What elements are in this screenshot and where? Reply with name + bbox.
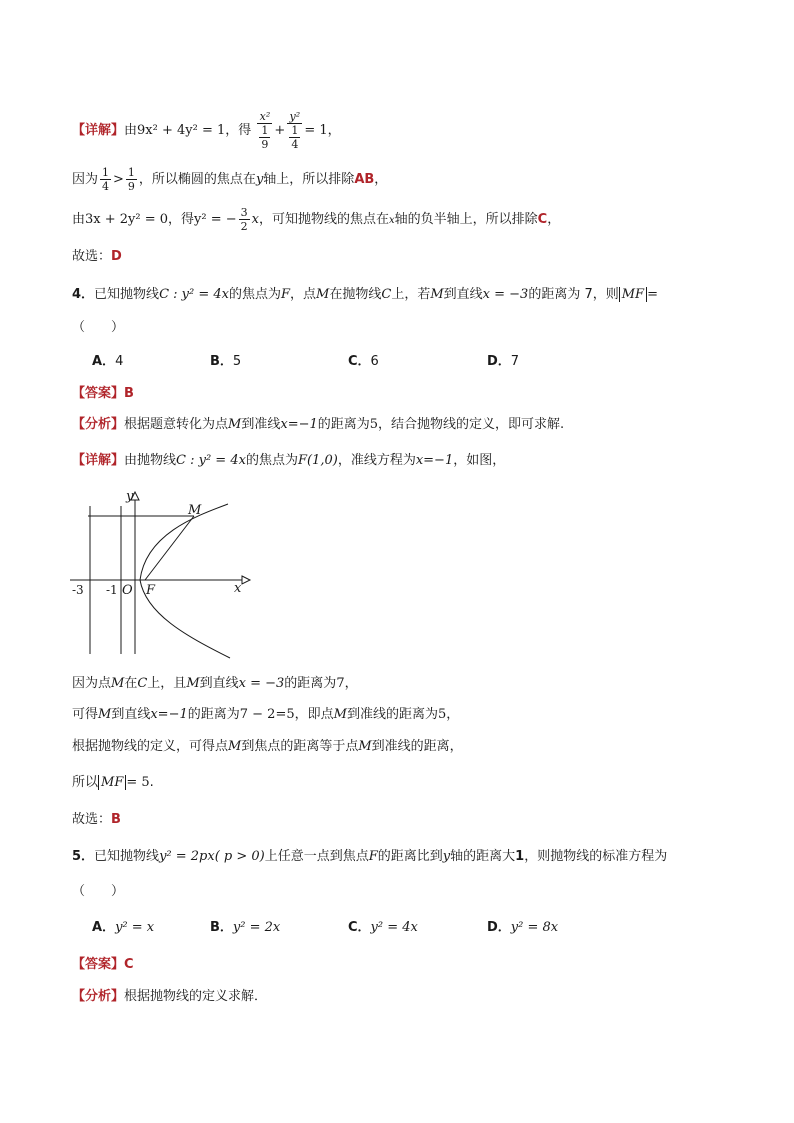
tick-minus-1: -1 <box>106 583 118 597</box>
q5-option-b[interactable]: B．y² = 2x <box>210 920 281 935</box>
y-axis-label: y <box>126 489 134 504</box>
q5-analysis: 【分析】根据抛物线的定义求解． <box>72 989 268 1004</box>
point-f-label: F <box>146 583 156 598</box>
q5-answer: 【答案】C <box>72 957 134 972</box>
q4-step-3: 根据抛物线的定义，可得点M到焦点的距离等于点M到准线的距离， <box>72 739 463 754</box>
q5-stem: 5．已知抛物线y² = 2px( p > 0)上任意一点到焦点F的距离比到y轴的距离大1，则抛物线的标准方程为 <box>72 849 668 864</box>
tick-minus-3: -3 <box>72 583 84 597</box>
q5-option-d[interactable]: D．y² = 8x <box>487 920 559 935</box>
q5-paren: （ ） <box>72 884 125 899</box>
origin-label: O <box>122 583 133 598</box>
point-m-label: M <box>188 503 202 518</box>
choose-2: 故选：B <box>72 812 121 827</box>
q4-option-a[interactable]: A．4 <box>92 354 124 369</box>
q4-step-1: 因为点M在C上，且M到直线x = −3的距离为7， <box>72 676 358 691</box>
q4-stem: 4．已知抛物线C : y² = 4x的焦点为F，点M在抛物线C上，若M到直线x = −3的距离为 7，则 MF = <box>72 287 658 302</box>
q4-option-d[interactable]: D．7 <box>487 354 520 369</box>
fraction-y: y² 1 4 <box>287 110 302 151</box>
q5-option-a[interactable]: A．y² = x <box>92 920 155 935</box>
q4-detail: 【详解】由抛物线C : y² = 4x的焦点为F(1,0)，准线方程为x=−1，如图， <box>72 453 506 468</box>
q4-answer: 【答案】B <box>72 386 134 401</box>
q4-option-b[interactable]: B．5 <box>210 354 242 369</box>
q4-analysis: 【分析】根据题意转化为点M到准线x=−1的距离为5，结合抛物线的定义，即可求解. <box>72 417 565 432</box>
x-axis-arrow <box>242 576 250 584</box>
choose-1: 故选：D <box>72 249 122 264</box>
q4-paren: （ ） <box>72 320 125 335</box>
q4-option-c[interactable]: C．6 <box>348 354 379 369</box>
detail-line-1: 【详解】由9x² + 4y² = 1，得 x² 1 9 + y² 1 4 = 1， <box>72 110 341 151</box>
from-line: 由3x + 2y² = 0，得y² = − $\frac{3}{2}$ x，可知抛物线的焦点在x轴的负半轴上，所以排除C， <box>72 206 561 233</box>
q4-step-4: 所以 MF = 5. <box>72 775 154 790</box>
fraction-x: x² 1 9 <box>257 110 272 151</box>
parabola-figure <box>66 486 256 666</box>
detail-tag: 【详解】 <box>72 123 125 138</box>
because-line: 因为 $\frac{1}{4}$ > $\frac{1}{9}$ ，所以椭圆的焦点在y轴上，所以排除AB， <box>72 166 388 193</box>
q5-option-c[interactable]: C．y² = 4x <box>348 920 418 935</box>
q4-step-2: 可得M到直线x=−1的距离为7 − 2=5，即点M到准线的距离为5， <box>72 707 460 722</box>
x-axis-label: x <box>234 581 242 596</box>
segment-fm <box>145 516 194 580</box>
